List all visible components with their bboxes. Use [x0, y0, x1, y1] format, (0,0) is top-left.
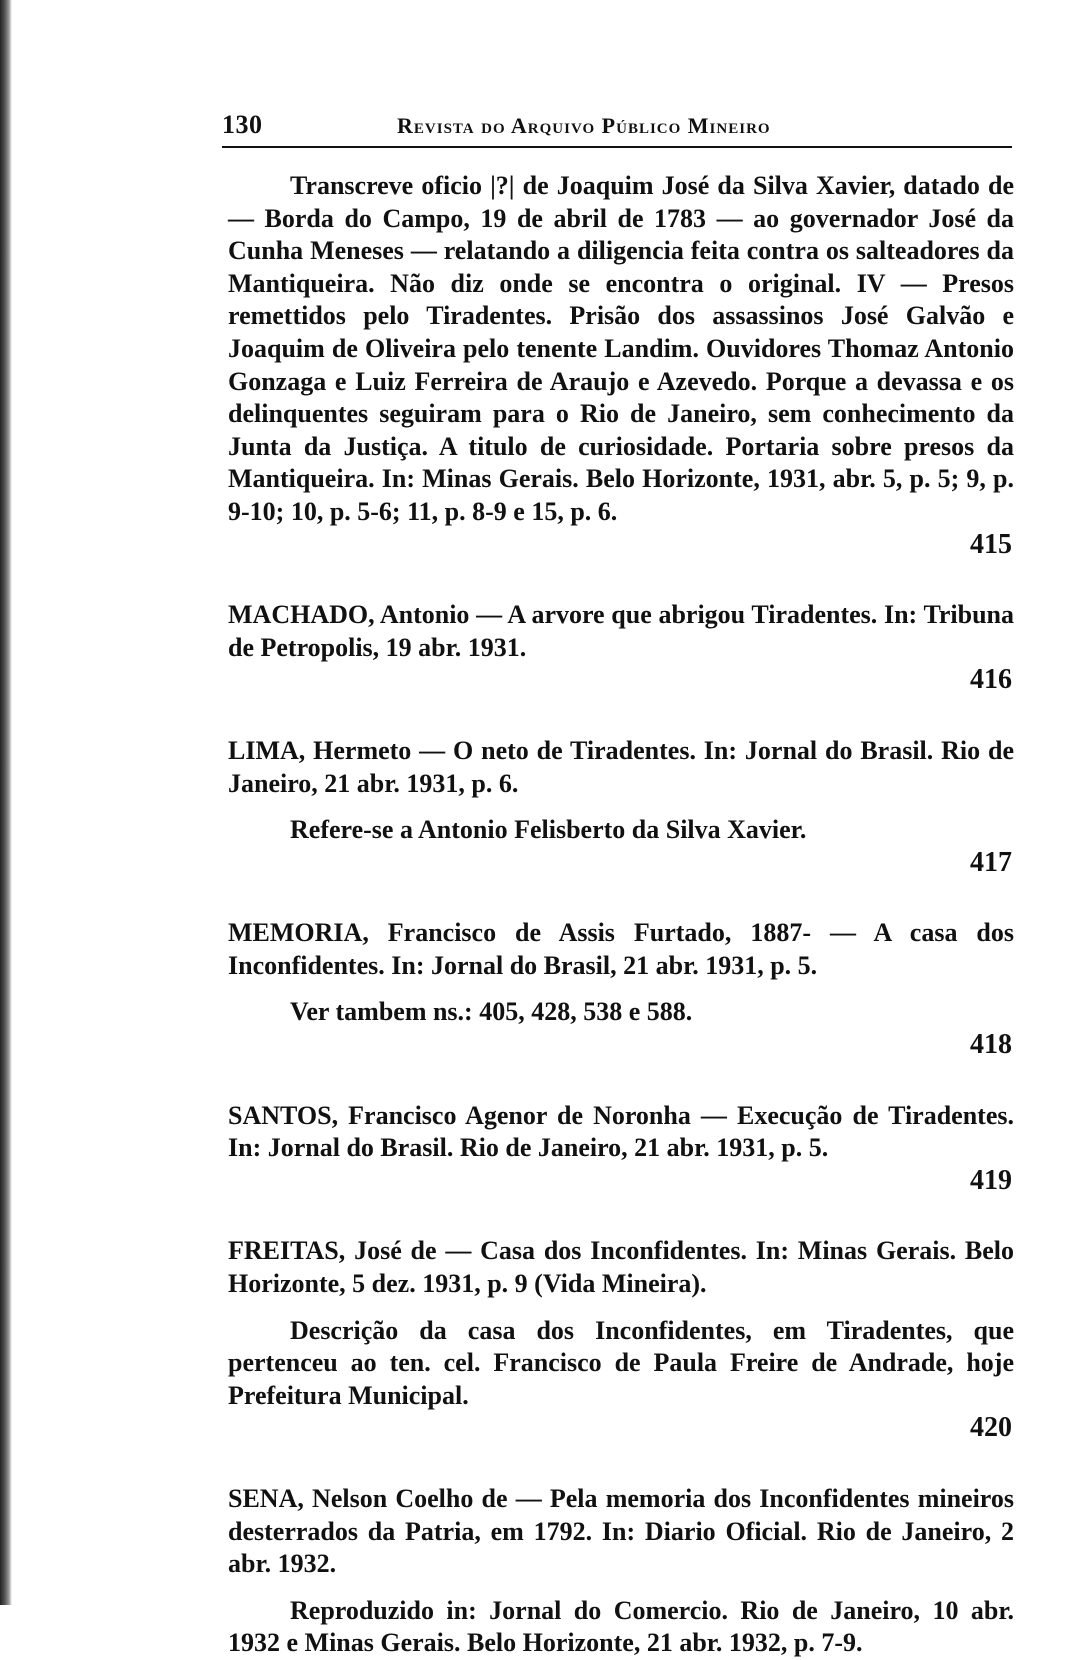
page-header [222, 110, 1022, 144]
entry-number: 419 [970, 1164, 1012, 1196]
entry-number: 415 [970, 528, 1012, 560]
entry-number: 420 [970, 1412, 1012, 1444]
header-rule [222, 146, 1012, 148]
entry-citation: LIMA, Hermeto — O neto de Tiradentes. In: Jornal do Brasil. Rio de Janeiro, 21 abr. 1931, p. 6. [228, 735, 1014, 798]
entry-citation: MACHADO, Antonio — A arvore que abrigou Tiradentes. In: Tribuna de Petropolis, 19 abr. 1931. [228, 600, 1014, 662]
entry-note: Ver tambem ns.: 405, 428, 538 e 588. [290, 997, 693, 1027]
running-title: Revista do Arquivo Público Mineiro [397, 113, 771, 138]
bibliography-body [228, 170, 1014, 1660]
page-number: 130 [222, 110, 263, 139]
entry-416 [228, 599, 1014, 697]
entry-415 [228, 170, 1014, 561]
entry-citation: FREITAS, José de — Casa dos Inconfidentes. In: Minas Gerais. Belo Horizonte, 5 dez. 1931, p. 9 (Vida Mineira). [228, 1236, 1014, 1299]
entry-number: 418 [970, 1029, 1012, 1061]
entry-number: 417 [970, 846, 1012, 878]
entry-418 [228, 917, 1014, 1061]
entry-note: Descrição da casa dos Inconfidentes, em Tiradentes, que pertenceu ao ten. cel. Francisco de Paula Freire de Andrade, hoje Prefeitura Municipal. [228, 1315, 1014, 1410]
entry-417 [228, 735, 1014, 879]
entry-421 [228, 1483, 1014, 1660]
entry-citation: SANTOS, Francisco Agenor de Noronha — Execução de Tiradentes. In: Jornal do Brasil. Rio de Janeiro, 21 abr. 1931, p. 5. [228, 1100, 1014, 1163]
entry-note: Refere-se a Antonio Felisberto da Silva Xavier. [290, 815, 807, 845]
entry-citation: SENA, Nelson Coelho de — Pela memoria dos Inconfidentes mineiros desterrados da Patria, em 1792. In: Diario Oficial. Rio de Janeiro, 2 abr. 1932. [228, 1484, 1014, 1579]
entry-419 [228, 1100, 1014, 1198]
entry-420 [228, 1235, 1014, 1445]
entry-text: Transcreve oficio |?| de Joaquim José da Silva Xavier, datado de — Borda do Campo, 19 de abril de 1783 — ao governador José da Cunha Meneses — relatando a diligencia feita contra os salteadores da Mantiqueira. Não diz onde se encontra o original. IV — Presos remettidos pelo Tiradentes. Prisão dos assassinos José Galvão e Joaquim de Oliveira pelo tenente Landim. Ouvidores Thomaz Antonio Gonzaga e Luiz Ferreira de Araujo e Azevedo. Porque a devassa e os delinquentes seguiram para o Rio de Janeiro, sem conhecimento da Junta da Justiça. A titulo de curiosidade. Portaria sobre presos da Mantiqueira. In: Minas Gerais. Belo Horizonte, 1931, abr. 5, p. 5; 9, p. 9-10; 10, p. 5-6; 11, p. 8-9 e 15, p. 6. [228, 171, 1014, 526]
entry-citation: MEMORIA, Francisco de Assis Furtado, 1887- — A casa dos Inconfidentes. In: Jornal do Brasil, 21 abr. 1931, p. 5. [228, 918, 1014, 980]
entry-number: 416 [970, 664, 1012, 696]
scan-edge-shadow [0, 0, 12, 1605]
entry-note: Reproduzido in: Jornal do Comercio. Rio de Janeiro, 10 abr. 1932 e Minas Gerais. Belo Horizonte, 21 abr. 1932, p. 7-9. [228, 1595, 1014, 1658]
